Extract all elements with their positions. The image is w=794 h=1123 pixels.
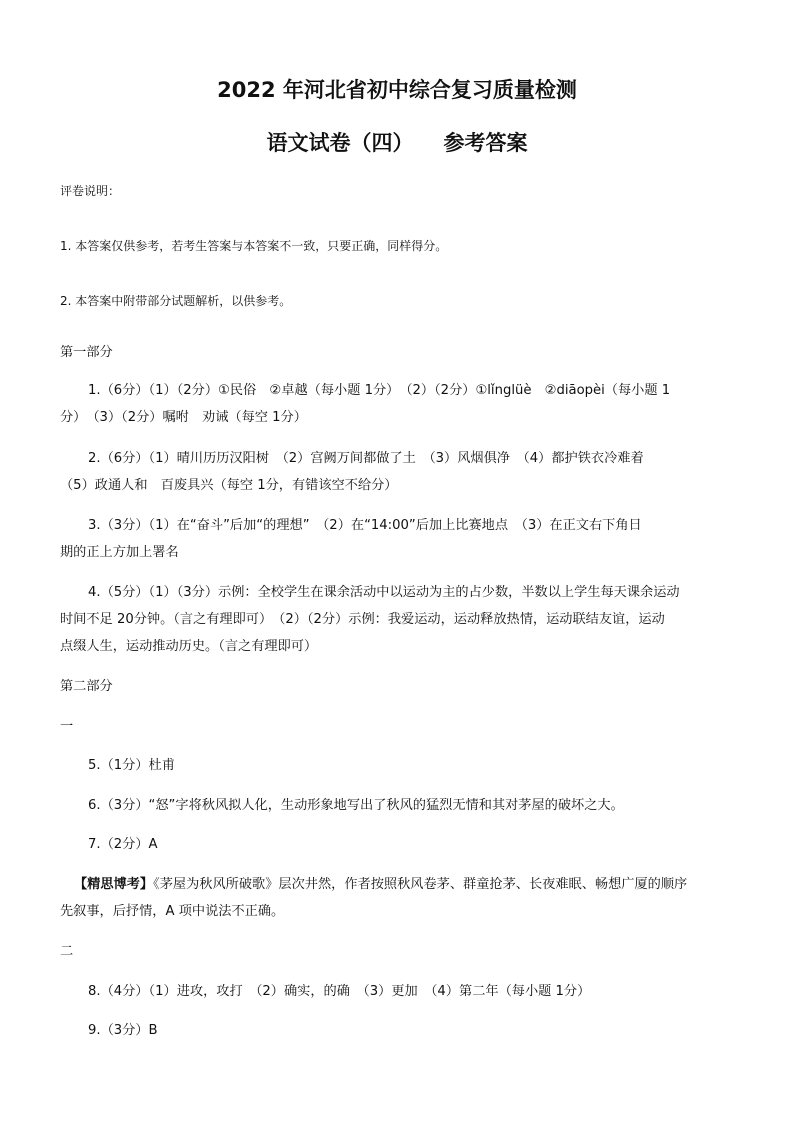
notes-item-2: 2. 本答案中附带部分试题解析，以供参考。	[60, 294, 292, 308]
section-1-mark: 一	[60, 719, 74, 734]
analysis-line-2: 先叙事，后抒情，A 项中说法不正确。	[60, 904, 285, 919]
part2-heading: 第二部分	[60, 679, 113, 694]
q7-answer: 7.（2分）A	[88, 837, 158, 852]
q3-line-2: 期的正上方加上署名	[60, 545, 179, 560]
q1-line-1: 1.（6分）（1）（2分）①民俗 ②卓越（每小题 1分） （2）（2分）①lǐnglüè ②diāopèi（每小题 1	[88, 383, 671, 398]
q2-line-1: 2.（6分）（1）晴川历历汉阳树 （2）宫阙万间都做了土 （3）风烟俱净 （4）都护铁衣冷难着	[88, 451, 644, 466]
document-subtitle	[0, 127, 794, 157]
analysis-line-1	[74, 871, 754, 898]
q8-answer: 8.（4分）（1）进攻，攻打 （2）确实，的确 （3）更加 （4）第二年（每小题 1分）	[88, 984, 591, 999]
q9-answer: 9.（3分）B	[88, 1023, 158, 1038]
section-2-mark: 二	[60, 944, 74, 959]
q4-line-1: 4.（5分）（1）（3分）示例：全校学生在课余活动中以运动为主的占少数，半数以上学生每天课余运动	[88, 585, 680, 600]
q1-line-2: 分） （3）（2分）嘱咐 劝诫（每空 1分）	[60, 410, 307, 425]
notes-item-1: 1. 本答案仅供参考，若考生答案与本答案不一致，只要正确，同样得分。	[60, 239, 448, 253]
notes-heading: 评卷说明：	[60, 184, 121, 198]
q5-answer: 5.（1分）杜甫	[88, 758, 175, 773]
part1-heading: 第一部分	[60, 345, 113, 360]
subtitle-exam-name: 语文试卷（四）	[266, 131, 414, 155]
q3-line-1: 3.（3分）（1）在“奋斗”后加“的理想” （2）在“14:00”后加上比赛地点 （3）在正文右下角日	[88, 518, 642, 533]
q6-answer: 6.（3分）“怒”字将秋风拟人化，生动形象地写出了秋风的猛烈无情和其对茅屋的破坏之大。	[88, 798, 624, 813]
q4-line-3: 点缀人生，运动推动历史。（言之有理即可）	[60, 639, 318, 654]
q2-line-2: （5）政通人和 百废具兴（每空 1分，有错该空不给分）	[60, 478, 398, 493]
analysis-label: 【精思博考】	[74, 877, 154, 892]
subtitle-answer-label: 参考答案	[443, 131, 528, 155]
document-title: 2022 年河北省初中综合复习质量检测	[217, 78, 577, 102]
q4-line-2: 时间不足 20分钟。（言之有理即可） （2）（2分）示例：我爱运动，运动释放热情，运动联结友谊，运动	[60, 612, 665, 627]
analysis-text-1: 《茅屋为秋风所破歌》层次井然，作者按照秋风卷茅、群童抢茅、长夜难眠、畅想广厦的顺序	[153, 877, 688, 892]
